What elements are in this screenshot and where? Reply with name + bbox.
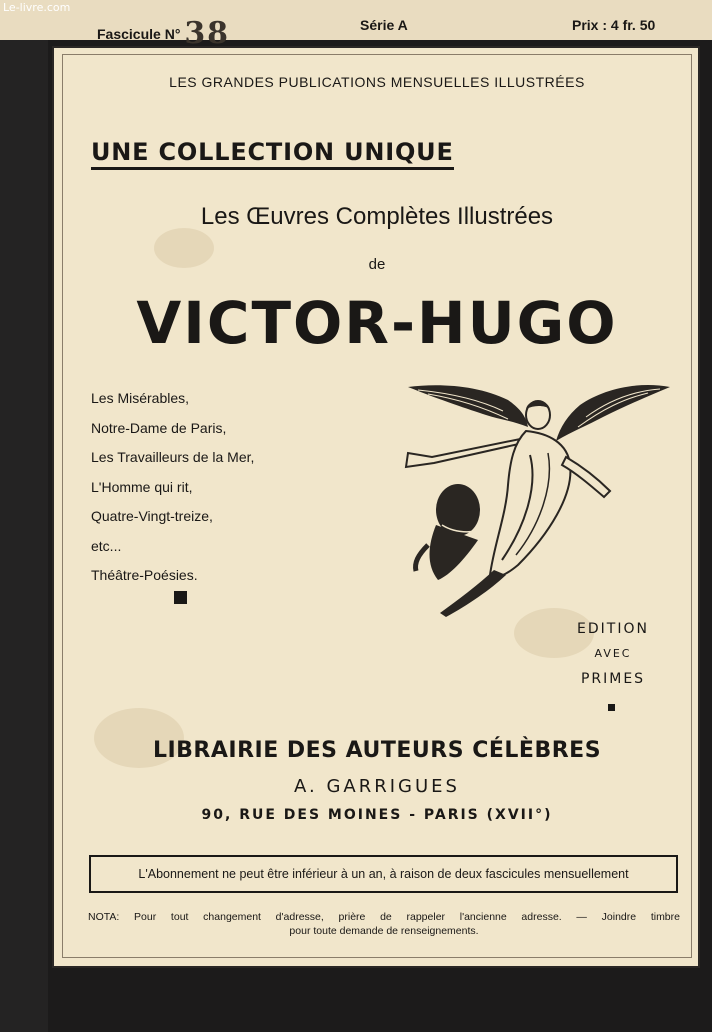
de-label: de: [368, 256, 386, 273]
list-item: Notre-Dame de Paris,: [91, 419, 227, 436]
collection-heading: UNE COLLECTION UNIQUE: [91, 138, 454, 170]
publisher-owner: A. GARRIGUES: [294, 776, 460, 797]
author-name: VICTOR-HUGO: [136, 289, 618, 357]
subscription-notice: L'Abonnement ne peut être inférieur à un an, à raison de deux fascicules mensuellement: [89, 855, 678, 893]
edition-line-2: AVEC: [594, 647, 632, 660]
edition-line-1: EDITION: [577, 621, 649, 637]
publisher-address: 90, RUE DES MOINES - PARIS (XVII°): [201, 807, 553, 823]
serie-label: Série A: [360, 17, 408, 33]
fascicule-label: [97, 12, 231, 51]
nota-line-2: pour toute demande de renseignements.: [289, 925, 479, 937]
edition-line-3: PRIMES: [580, 671, 646, 687]
publisher-name: LIBRAIRIE DES AUTEURS CÉLÈBRES: [152, 738, 602, 763]
list-item: Les Misérables,: [91, 390, 190, 406]
angel-trumpet-illustration: [398, 375, 674, 620]
edition-label: [558, 617, 668, 691]
price-label: Prix : 4 fr. 50: [572, 17, 656, 33]
fascicule-label-text: Fascicule N°: [97, 26, 181, 42]
works-list: [91, 388, 254, 595]
square-ornament: [608, 704, 615, 711]
left-binding-edge: [0, 40, 48, 1032]
list-item: etc...: [91, 537, 122, 554]
list-item: Théâtre-Poésies.: [91, 567, 198, 583]
square-ornament: [174, 591, 187, 604]
list-item: Quatre-Vingt-treize,: [91, 508, 213, 524]
list-item: L'Homme qui rit,: [91, 478, 193, 495]
list-item: Les Travailleurs de la Mer,: [91, 449, 255, 465]
works-title: Les Œuvres Complètes Illustrées: [200, 203, 554, 230]
nota-notice: [88, 910, 680, 938]
publications-heading: LES GRANDES PUBLICATIONS MENSUELLES ILLUSTRÉES: [169, 74, 585, 90]
fascicule-number: 38: [184, 16, 231, 51]
watermark: Le-livre.com: [3, 1, 71, 14]
nota-line-1: NOTA: Pour tout changement d'adresse, prière de rappeler l'ancienne adresse. — Joindre timbre: [88, 911, 680, 923]
